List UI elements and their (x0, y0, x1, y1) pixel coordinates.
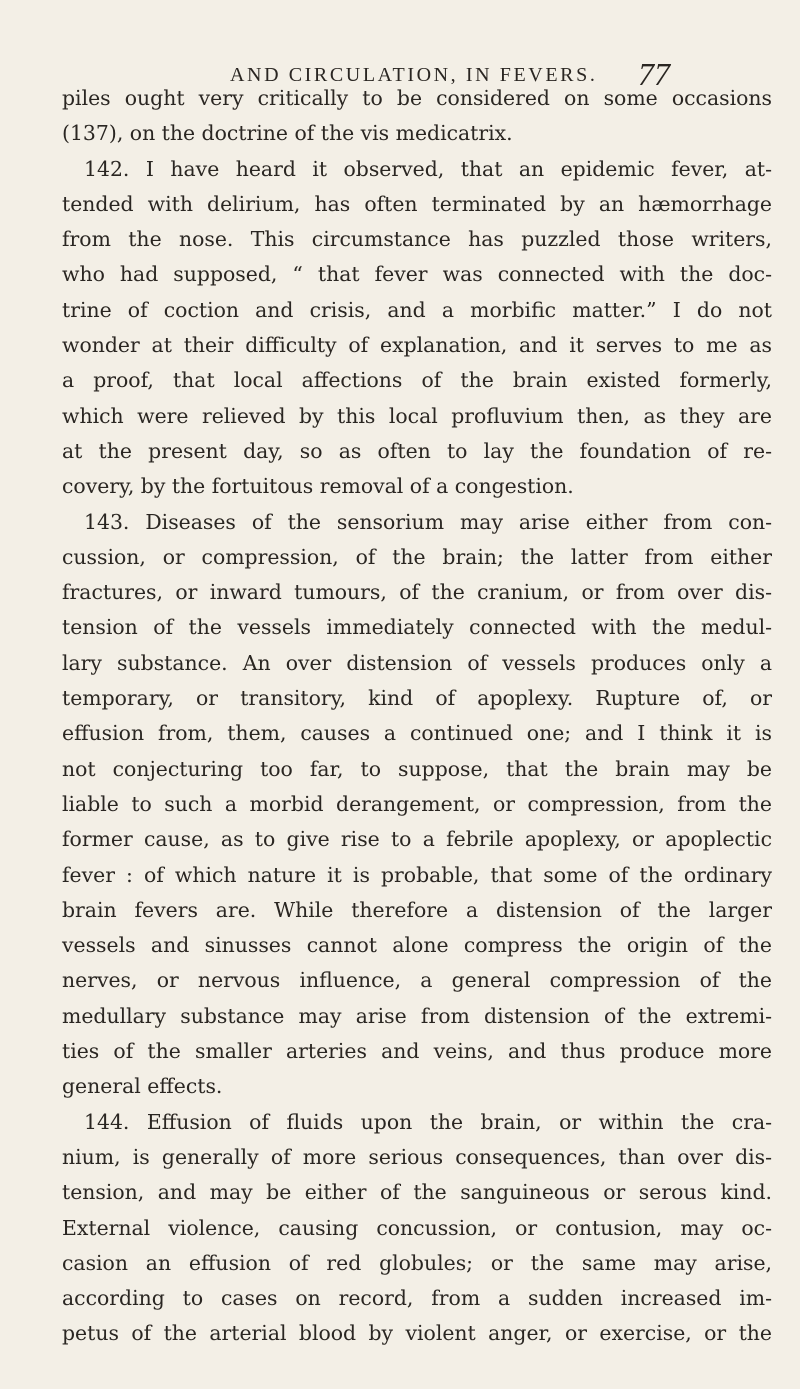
text-line: from the nose. This circumstance has puzzled those writers, (62, 227, 772, 252)
text-line: at the present day, so as often to lay the foundation of re- (62, 438, 772, 463)
text-line: wonder at their difficulty of explanation, and it serves to me as (62, 333, 772, 358)
text-line: effusion from, them, causes a continued one; and I think it is (62, 721, 772, 746)
running-title: AND CIRCULATION, IN FEVERS. (230, 64, 598, 86)
text-line: which were relieved by this local profluvium then, as they are (62, 403, 772, 428)
text-line: 144. Effusion of fluids upon the brain, or within the cra- (84, 1109, 772, 1134)
text-line: medullary substance may arise from distension of the extremi- (62, 1003, 772, 1028)
body-text (62, 81, 772, 1352)
text-line: fever : of which nature it is probable, that some of the ordinary (62, 862, 772, 887)
text-line: petus of the arterial blood by violent anger, or exercise, or the (62, 1321, 772, 1346)
text-line: tension of the vessels immediately connected with the medul- (62, 615, 772, 640)
text-line: according to cases on record, from a sudden increased im- (62, 1286, 772, 1311)
text-line: a proof, that local affections of the brain existed formerly, (62, 368, 772, 393)
text-line: former cause, as to give rise to a febrile apoplexy, or apoplectic (62, 827, 772, 852)
text-line: (137), on the doctrine of the vis medicatrix. (62, 121, 513, 146)
text-line: trine of coction and crisis, and a morbific matter.” I do not (62, 297, 772, 322)
text-line: nerves, or nervous influence, a general compression of the (62, 968, 772, 993)
text-line: lary substance. An over distension of vessels produces only a (62, 650, 772, 675)
text-line: tension, and may be either of the sanguineous or serous kind. (62, 1180, 772, 1205)
text-line: vessels and sinusses cannot alone compress the origin of the (62, 933, 772, 958)
text-line: who had supposed, “ that fever was connected with the doc- (62, 262, 772, 287)
text-line: general effects. (62, 1074, 223, 1099)
page-number: 77 (638, 56, 670, 92)
text-line: ties of the smaller arteries and veins, and thus produce more (62, 1039, 772, 1064)
text-line: External violence, causing concussion, or contusion, may oc- (62, 1215, 772, 1240)
text-line: piles ought very critically to be considered on some occasions (62, 86, 772, 110)
text-line: not conjecturing too far, to suppose, that the brain may be (62, 756, 772, 781)
text-line: tended with delirium, has often terminated by an hæmorrhage (62, 191, 772, 216)
text-line: covery, by the fortuitous removal of a congestion. (62, 474, 574, 499)
text-line: 143. Diseases of the sensorium may arise either from con- (84, 509, 772, 534)
text-line: fractures, or inward tumours, of the cranium, or from over dis- (62, 580, 772, 605)
text-line: 142. I have heard it observed, that an epidemic fever, at- (84, 156, 772, 181)
text-line: brain fevers are. While therefore a distension of the larger (62, 897, 772, 922)
text-line: liable to such a morbid derangement, or compression, from the (62, 791, 772, 816)
text-line: temporary, or transitory, kind of apoplexy. Rupture of, or (62, 686, 772, 711)
text-line: casion an effusion of red globules; or the same may arise, (62, 1250, 772, 1275)
text-line: nium, is generally of more serious consequences, than over dis- (62, 1144, 772, 1169)
text-line: cussion, or compression, of the brain; the latter from either (62, 544, 772, 569)
